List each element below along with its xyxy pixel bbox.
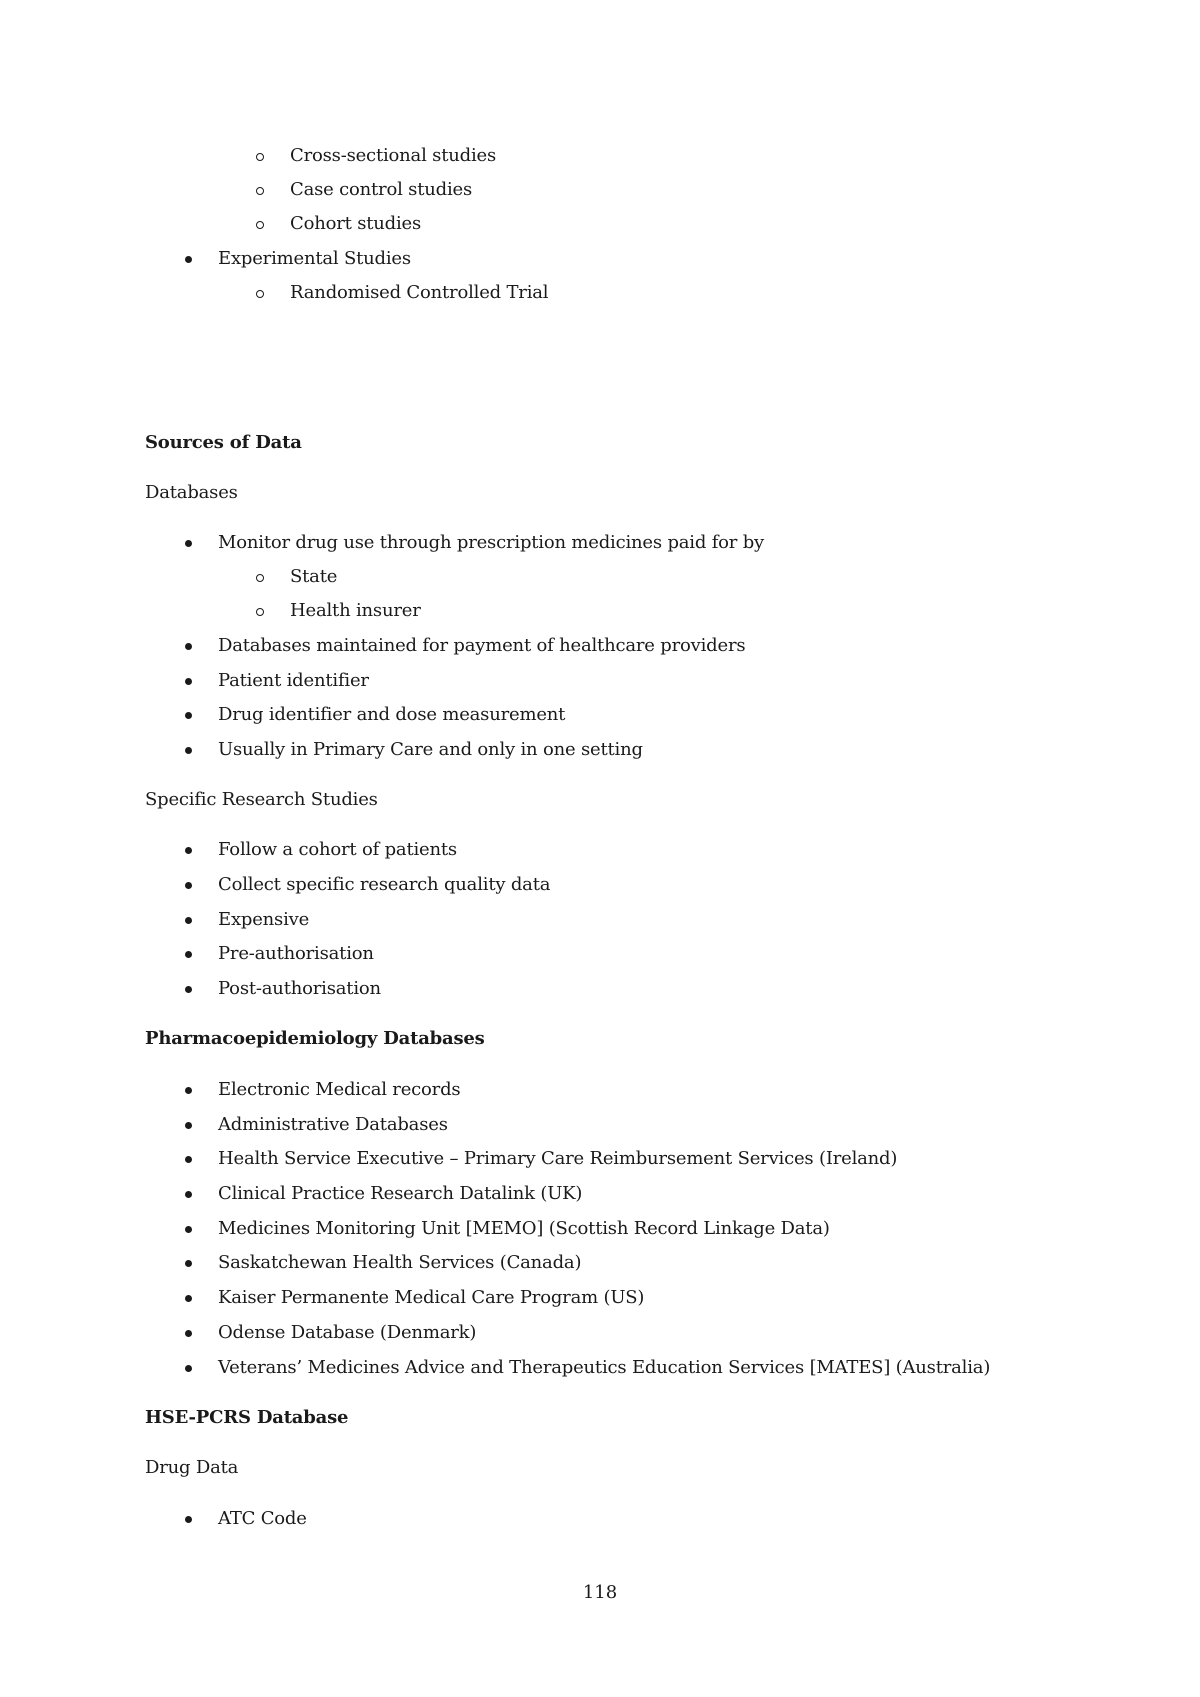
page-number: 118 <box>582 1582 618 1603</box>
subheading-label: Drug Data <box>145 1457 239 1478</box>
list-item: Patient identifier <box>218 670 369 691</box>
bullet-marker <box>185 1226 192 1233</box>
bullet-marker <box>185 643 192 650</box>
list-item: Case control studies <box>290 179 473 200</box>
bullet-marker <box>185 1295 192 1302</box>
list-item: Cohort studies <box>290 213 422 234</box>
bullet-marker <box>185 882 192 889</box>
sub-bullet-marker <box>256 153 264 161</box>
list-item: Health insurer <box>290 600 421 621</box>
bullet-marker <box>185 951 192 958</box>
list-item: Cross-sectional studies <box>290 145 497 166</box>
bullet-marker <box>185 1330 192 1337</box>
bullet-marker <box>185 1516 192 1523</box>
bullet-marker <box>185 712 192 719</box>
list-item: Pre-authorisation <box>218 943 374 964</box>
bullet-marker <box>185 540 192 547</box>
list-item: Electronic Medical records <box>218 1079 461 1100</box>
bullet-marker <box>185 256 192 263</box>
bullet-marker <box>185 1260 192 1267</box>
list-item: Expensive <box>218 909 310 930</box>
list-item: Health Service Executive – Primary Care Reimbursement Services (Ireland) <box>218 1148 898 1169</box>
list-item: Databases maintained for payment of healthcare providers <box>218 635 746 656</box>
sub-bullet-marker <box>256 187 264 195</box>
bullet-marker <box>185 1365 192 1372</box>
list-item: Administrative Databases <box>218 1114 448 1135</box>
list-item: Randomised Controlled Trial <box>290 282 549 303</box>
bullet-marker <box>185 986 192 993</box>
bullet-marker <box>185 1087 192 1094</box>
list-item: Odense Database (Denmark) <box>218 1322 477 1343</box>
list-item: ATC Code <box>218 1508 307 1529</box>
section-heading: Pharmacoepidemiology Databases <box>145 1028 485 1049</box>
bullet-marker <box>185 1156 192 1163</box>
bullet-marker <box>185 747 192 754</box>
subheading-label: Databases <box>145 482 238 503</box>
list-item: Follow a cohort of patients <box>218 839 457 860</box>
sub-bullet-marker <box>256 221 264 229</box>
list-item: Experimental Studies <box>218 248 411 269</box>
list-item: Medicines Monitoring Unit [MEMO] (Scottish Record Linkage Data) <box>218 1218 830 1239</box>
list-item: Saskatchewan Health Services (Canada) <box>218 1252 582 1273</box>
bullet-marker <box>185 1191 192 1198</box>
list-item: Usually in Primary Care and only in one setting <box>218 739 643 760</box>
list-item: State <box>290 566 338 587</box>
bullet-marker <box>185 917 192 924</box>
list-item: Drug identifier and dose measurement <box>218 704 566 725</box>
sub-bullet-marker <box>256 574 264 582</box>
list-item: Veterans’ Medicines Advice and Therapeutics Education Services [MATES] (Australia) <box>218 1357 991 1378</box>
sub-bullet-marker <box>256 608 264 616</box>
list-item: Collect specific research quality data <box>218 874 551 895</box>
list-item: Clinical Practice Research Datalink (UK) <box>218 1183 583 1204</box>
subheading-label: Specific Research Studies <box>145 789 378 810</box>
bullet-marker <box>185 1122 192 1129</box>
bullet-marker <box>185 678 192 685</box>
section-heading: Sources of Data <box>145 432 302 453</box>
list-item: Post-authorisation <box>218 978 381 999</box>
sub-bullet-marker <box>256 290 264 298</box>
bullet-marker <box>185 847 192 854</box>
list-item: Kaiser Permanente Medical Care Program (US) <box>218 1287 645 1308</box>
section-heading: HSE-PCRS Database <box>145 1407 349 1428</box>
list-item: Monitor drug use through prescription medicines paid for by <box>218 532 765 553</box>
